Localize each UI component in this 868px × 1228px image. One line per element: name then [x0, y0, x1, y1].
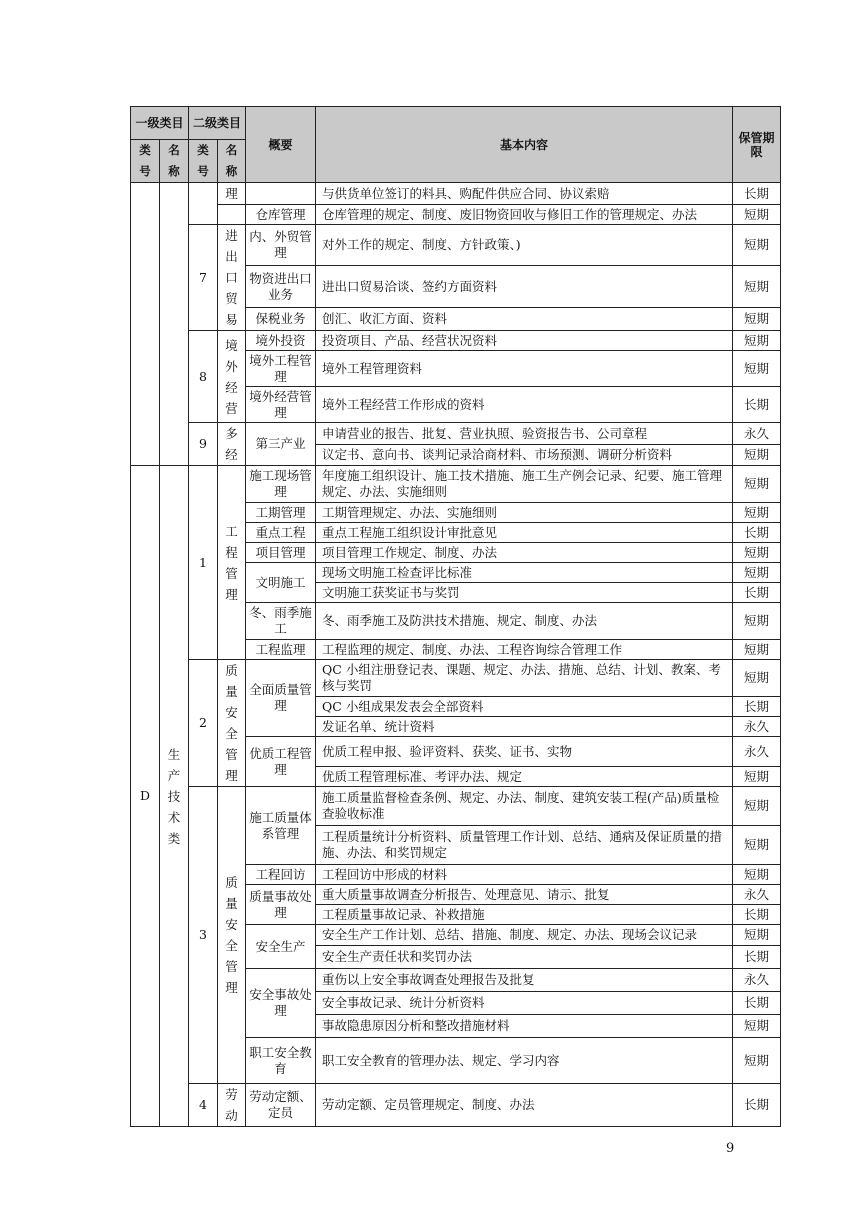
retention-cell: 短期 [733, 660, 781, 697]
content-cell: 工程质量事故记录、补救措施 [316, 905, 733, 925]
code2-cell: 1 [189, 466, 218, 660]
retention-cell: 永久 [733, 423, 781, 445]
retention-cell: 短期 [733, 503, 781, 523]
summary-cell: 境外工程管理 [246, 351, 316, 387]
retention-cell: 永久 [733, 737, 781, 767]
content-cell: 文明施工获奖证书与奖罚 [316, 583, 733, 603]
table-row [131, 423, 781, 445]
retention-cell: 短期 [733, 1038, 781, 1084]
code1-cell [131, 183, 160, 466]
content-cell: 现场文明施工检查评比标准 [316, 563, 733, 583]
retention-cell: 短期 [733, 826, 781, 865]
content-cell: 境外工程管理资料 [316, 351, 733, 387]
header-code1: 类号 [131, 140, 160, 183]
header-summary: 概要 [246, 107, 316, 183]
table-row [131, 466, 781, 503]
retention-cell: 短期 [733, 543, 781, 563]
content-cell: 境外工程经营工作形成的资料 [316, 387, 733, 423]
content-cell: 申请营业的报告、批复、营业执照、验资报告书、公司章程 [316, 423, 733, 445]
retention-cell: 长期 [733, 387, 781, 423]
content-cell: 投资项目、产品、经营状况资料 [316, 331, 733, 351]
retention-cell: 长期 [733, 583, 781, 603]
summary-cell: 仓库管理 [246, 205, 316, 225]
retention-cell: 永久 [733, 969, 781, 992]
content-cell: 施工质量监督检查条例、规定、办法、制度、建筑安装工程(产品)质量检查验收标准 [316, 787, 733, 826]
code2-cell: 3 [189, 787, 218, 1084]
code1-cell: D [131, 466, 160, 1127]
content-cell: 安全生产工作计划、总结、措施、制度、规定、办法、现场会议记录 [316, 925, 733, 946]
content-cell: 职工安全教育的管理办法、规定、学习内容 [316, 1038, 733, 1084]
table-row [131, 787, 781, 826]
retention-cell: 短期 [733, 563, 781, 583]
retention-cell: 短期 [733, 603, 781, 640]
content-cell: 重伤以上安全事故调查处理报告及批复 [316, 969, 733, 992]
content-cell: 仓库管理的规定、制度、废旧物资回收与修旧工作的管理规定、办法 [316, 205, 733, 225]
header-name2: 名称 [218, 140, 246, 183]
summary-cell: 文明施工 [246, 563, 316, 603]
retention-cell: 永久 [733, 885, 781, 905]
retention-cell: 长期 [733, 183, 781, 205]
content-cell: 对外工作的规定、制度、方针政策、) [316, 225, 733, 266]
retention-cell: 短期 [733, 351, 781, 387]
retention-cell: 长期 [733, 697, 781, 717]
content-cell: 重点工程施工组织设计审批意见 [316, 523, 733, 543]
summary-cell: 重点工程 [246, 523, 316, 543]
summary-cell: 施工质量体系管理 [246, 787, 316, 865]
code2-cell: 9 [189, 423, 218, 466]
summary-cell: 物资进出口业务 [246, 266, 316, 307]
summary-cell: 劳动定额、定员 [246, 1084, 316, 1127]
retention-cell: 短期 [733, 205, 781, 225]
header-name1: 名称 [160, 140, 189, 183]
retention-cell: 长期 [733, 905, 781, 925]
summary-cell [246, 183, 316, 205]
header-level1: 一级类目 [131, 107, 189, 140]
code2-cell [189, 183, 218, 225]
retention-cell: 短期 [733, 331, 781, 351]
content-cell: 工程监理的规定、制度、办法、工程咨询综合管理工作 [316, 640, 733, 660]
content-cell: 工期管理规定、办法、实施细则 [316, 503, 733, 523]
name2-cell: 理 [218, 183, 246, 205]
header-retention: 保管期限 [733, 107, 781, 183]
summary-cell: 工程监理 [246, 640, 316, 660]
summary-cell: 境外投资 [246, 331, 316, 351]
retention-cell: 短期 [733, 1015, 781, 1038]
name2-cell: 质量安全管理 [218, 787, 246, 1084]
retention-cell: 短期 [733, 865, 781, 885]
header-code2: 类号 [189, 140, 218, 183]
name2-cell: 工程管理 [218, 466, 246, 660]
code2-cell: 8 [189, 331, 218, 423]
content-cell: 年度施工组织设计、施工技术措施、施工生产例会记录、纪要、施工管理规定、办法、实施细则 [316, 466, 733, 503]
table-row [131, 660, 781, 697]
content-cell: 工程质量统计分析资料、质量管理工作计划、总结、通病及保证质量的措施、办法、和奖罚规定 [316, 826, 733, 865]
summary-cell: 境外经营管理 [246, 387, 316, 423]
summary-cell: 工期管理 [246, 503, 316, 523]
archive-classification-table [130, 106, 781, 1127]
summary-cell: 项目管理 [246, 543, 316, 563]
summary-cell: 质量事故处理 [246, 885, 316, 925]
content-cell: 安全生产责任状和奖罚办法 [316, 946, 733, 969]
name2-cell: 多经 [218, 423, 246, 466]
summary-cell: 冬、雨季施工 [246, 603, 316, 640]
content-cell: 进出口贸易洽谈、签约方面资料 [316, 266, 733, 307]
code2-cell: 2 [189, 660, 218, 787]
content-cell: QC 小组注册登记表、课题、规定、办法、措施、总结、计划、教案、考核与奖罚 [316, 660, 733, 697]
name2-cell [218, 205, 246, 225]
retention-cell: 长期 [733, 523, 781, 543]
retention-cell: 长期 [733, 946, 781, 969]
summary-cell: 工程回访 [246, 865, 316, 885]
content-cell: 优质工程管理标准、考评办法、规定 [316, 767, 733, 787]
summary-cell: 优质工程管理 [246, 737, 316, 787]
content-cell: 与供货单位签订的料具、购配件供应合同、协议索赔 [316, 183, 733, 205]
header-level2: 二级类目 [189, 107, 246, 140]
name2-cell: 质量安全管理 [218, 660, 246, 787]
summary-cell: 职工安全教育 [246, 1038, 316, 1084]
summary-cell: 施工现场管理 [246, 466, 316, 503]
content-cell: 项目管理工作规定、制度、办法 [316, 543, 733, 563]
code2-cell: 7 [189, 225, 218, 331]
retention-cell: 永久 [733, 717, 781, 737]
retention-cell: 短期 [733, 307, 781, 330]
content-cell: 事故隐患原因分析和整改措施材料 [316, 1015, 733, 1038]
retention-cell: 短期 [733, 787, 781, 826]
content-cell: 劳动定额、定员管理规定、制度、办法 [316, 1084, 733, 1127]
summary-cell: 安全生产 [246, 925, 316, 969]
retention-cell: 长期 [733, 1084, 781, 1127]
content-cell: 工程回访中形成的材料 [316, 865, 733, 885]
summary-cell: 全面质量管理 [246, 660, 316, 737]
table-row [131, 1084, 781, 1127]
content-cell: 重大质量事故调查分析报告、处理意见、请示、批复 [316, 885, 733, 905]
retention-cell: 短期 [733, 445, 781, 466]
content-cell: 优质工程申报、验评资料、获奖、证书、实物 [316, 737, 733, 767]
retention-cell: 短期 [733, 925, 781, 946]
retention-cell: 短期 [733, 266, 781, 307]
name2-cell: 境外经营 [218, 331, 246, 423]
header-content: 基本内容 [316, 107, 733, 183]
content-cell: 冬、雨季施工及防洪技术措施、规定、制度、办法 [316, 603, 733, 640]
summary-cell: 保税业务 [246, 307, 316, 330]
content-cell: 议定书、意向书、谈判记录洽商材料、市场预测、调研分析资料 [316, 445, 733, 466]
name2-cell: 进出口贸易 [218, 225, 246, 331]
retention-cell: 短期 [733, 225, 781, 266]
table-row [131, 205, 781, 225]
table-row [131, 225, 781, 266]
retention-cell: 短期 [733, 466, 781, 503]
code2-cell: 4 [189, 1084, 218, 1127]
page-number: 9 [726, 1141, 735, 1156]
summary-cell: 安全事故处理 [246, 969, 316, 1038]
retention-cell: 短期 [733, 767, 781, 787]
name1-cell: 生产技术类 [160, 466, 189, 1127]
content-cell: QC 小组成果发表会全部资料 [316, 697, 733, 717]
summary-cell: 第三产业 [246, 423, 316, 466]
content-cell: 创汇、收汇方面、资料 [316, 307, 733, 330]
retention-cell: 长期 [733, 992, 781, 1015]
table-row [131, 331, 781, 351]
content-cell: 安全事故记录、统计分析资料 [316, 992, 733, 1015]
content-cell: 发证名单、统计资料 [316, 717, 733, 737]
table-row [131, 183, 781, 205]
retention-cell: 短期 [733, 640, 781, 660]
name1-cell [160, 183, 189, 466]
summary-cell: 内、外贸管理 [246, 225, 316, 266]
name2-cell: 劳动 [218, 1084, 246, 1127]
